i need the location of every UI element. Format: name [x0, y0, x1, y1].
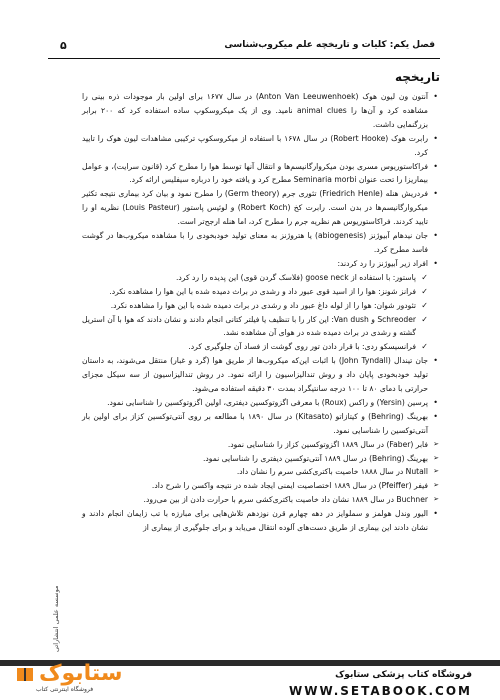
list-item: • بهرینگ (Behring) و کیتازاتو (Kitasato) در سال ۱۸۹۰ با مطالعه بر روی آنتی‌توکسین کزاز برای اولین بار آنتی‌توکسین را شناسایی نمود. — [82, 410, 440, 438]
header-divider — [48, 58, 440, 59]
list-item: • الیور وندل هولمز و سملوایز در دهه چهارم قرن نوزدهم تلاش‌هایی برای مبارزه با تب زایمان انجام دادند و نشان دادند این بیماری از طریق دست‌های آلوده انتقال می‌یابد و برای جلوگیری از بیماری از — [82, 507, 440, 535]
list-item: • فردریش هنله (Friedrich Henle) تئوری جرم (Germ theory) را مطرح نمود و بیان کرد بیماری نتیجه تکثیر میکروارگانیسم‌ها در بدن است. رابرت کخ (Robert Koch) و لوئیس پاستور (Louis Pasteur) نظریه او را تایید کردند. فراکاستوریوس هم نظریه جرم را مطرح کرد، اما هنله ارجح‌تر است. — [82, 187, 440, 229]
running-title: فصل یکم: کلیات و تاریخچه علم میکروب‌شناسی — [224, 40, 435, 50]
list-item: ➢ Nutall در سال ۱۸۸۸ خاصیت باکتری‌کشی سرم را نشان داد. — [82, 465, 440, 479]
list-item: ✓ تئودور شوان: هوا را از لوله داغ عبور داد و رشدی در براث دمیده شده با این هوا را مشاهده نکرد. — [82, 299, 440, 313]
list-item: ✓ پاستور: با استفاده از goose neck (فلاسک گردن قوی) این پدیده را رد کرد. — [82, 271, 440, 285]
footer — [0, 660, 500, 700]
list-item: ✓ فرانسیسکو ردی: با قرار دادن تور روی گوشت از فساد آن جلوگیری کرد. — [82, 340, 440, 354]
body-text — [82, 90, 440, 535]
logo-text: ستابوک — [39, 661, 123, 686]
list-item: • جان نیدهام آبیوژنز (abiogenesis) یا هتروژنز به معنای تولید خودبخودی را با مشاهده میکروب‌ها در گوشت فاسد مطرح کرد. — [82, 229, 440, 257]
list-item: • فراکاستوریوس مسری بودن میکروارگانیسم‌ها و انتقال آنها توسط هوا را مطرح کرد (قانون سرایت)، و عوامل بیماریزا را تحت عنوان Seminaria morbi مطرح کرد و یافته خود را درباره سیفلیس ارائه کرد. — [82, 160, 440, 188]
page-header — [60, 36, 435, 54]
list-item: ➢ فیفر (Pfeiffer) در سال ۱۸۸۹ اختصاصیت ایمنی ایجاد شده در نتیجه واکسن را شرح داد. — [82, 479, 440, 493]
list-item: ➢ فابر (Faber) در سال ۱۸۸۹ اگزوتوکسین کزاز را شناسایی نمود. — [82, 438, 440, 452]
list-item: • آنتون ون لیون هوک (Anton Van Leeuwenhoek) در سال ۱۶۷۷ برای اولین بار موجودات ذره بینی را مشاهده کرد و آن‌ها را animal clues نامید. وی از یک میکروسکوپ ساده استفاده کرد که ۲۰۰ برابر بزرگنمایی داشت. — [82, 90, 440, 132]
list-item: ✓ فرانز شونز: هوا را از اسید قوی عبور داد و رشدی در براث دمیده شده با این هوا را مشاهده نکرد. — [82, 285, 440, 299]
page-number: ۵ — [60, 38, 67, 52]
list-item: • جان تیندال (John Tyndall) با اثبات این‌که میکروب‌ها از طریق هوا (گرد و غبار) منتقل می‌شوند، به داستان تولید خودبخودی پایان داد و روش تندالیزاسیون را ارائه نمود. در روش تندالیزاسیون از سه سیکل مجزای حرارتی با دمای ۸۰ تا ۱۰۰ درجه سانتیگراد بمدت ۳۰ دقیقه استفاده می‌شود. — [82, 354, 440, 396]
section-title: تاریخچه — [395, 70, 440, 84]
list-item: • افراد زیر آبیوژنز را رد کردند: — [82, 257, 440, 271]
setabook-logo — [14, 661, 123, 693]
list-item: ➢ بهرینگ (Behring) در سال ۱۸۸۹ آنتی‌توکسین دیفتری را شناسایی نمود. — [82, 452, 440, 466]
store-name: فروشگاه کتاب پزشکی ستابوک — [335, 670, 472, 680]
list-item: ➢ Buchner در سال ۱۸۸۹ نشان داد خاصیت باکتری‌کشی سرم با حرارت دادن از بین می‌رود. — [82, 493, 440, 507]
book-icon — [14, 663, 36, 685]
side-note: موسسه علمی انتشاراتی — [52, 585, 60, 652]
history-list — [82, 90, 440, 535]
list-item: ✓ Schreoder و Van dush: این کار را با تنظیف یا فیلتر کتانی انجام دادند و نشان دادند که هوا با آن استریل گشته و رشدی در براث دمیده شده در هوای آن مشاهده نشد. — [82, 313, 440, 341]
logo-subtitle: فروشگاه اینترنتی کتاب — [36, 686, 94, 693]
list-item: • پرسین (Yersin) و راکس (Roux) با معرفی اگزوتوکسین دیفتری، اولین اگزوتوکسین را شناسایی نمود. — [82, 396, 440, 410]
list-item: • رابرت هوک (Robert Hooke) در سال ۱۶۷۸ با استفاده از میکروسکوپ ترکیبی مشاهدات لیون هوک را تایید کرد. — [82, 132, 440, 160]
store-url[interactable]: WWW.SETABOOK.COM — [288, 684, 472, 698]
